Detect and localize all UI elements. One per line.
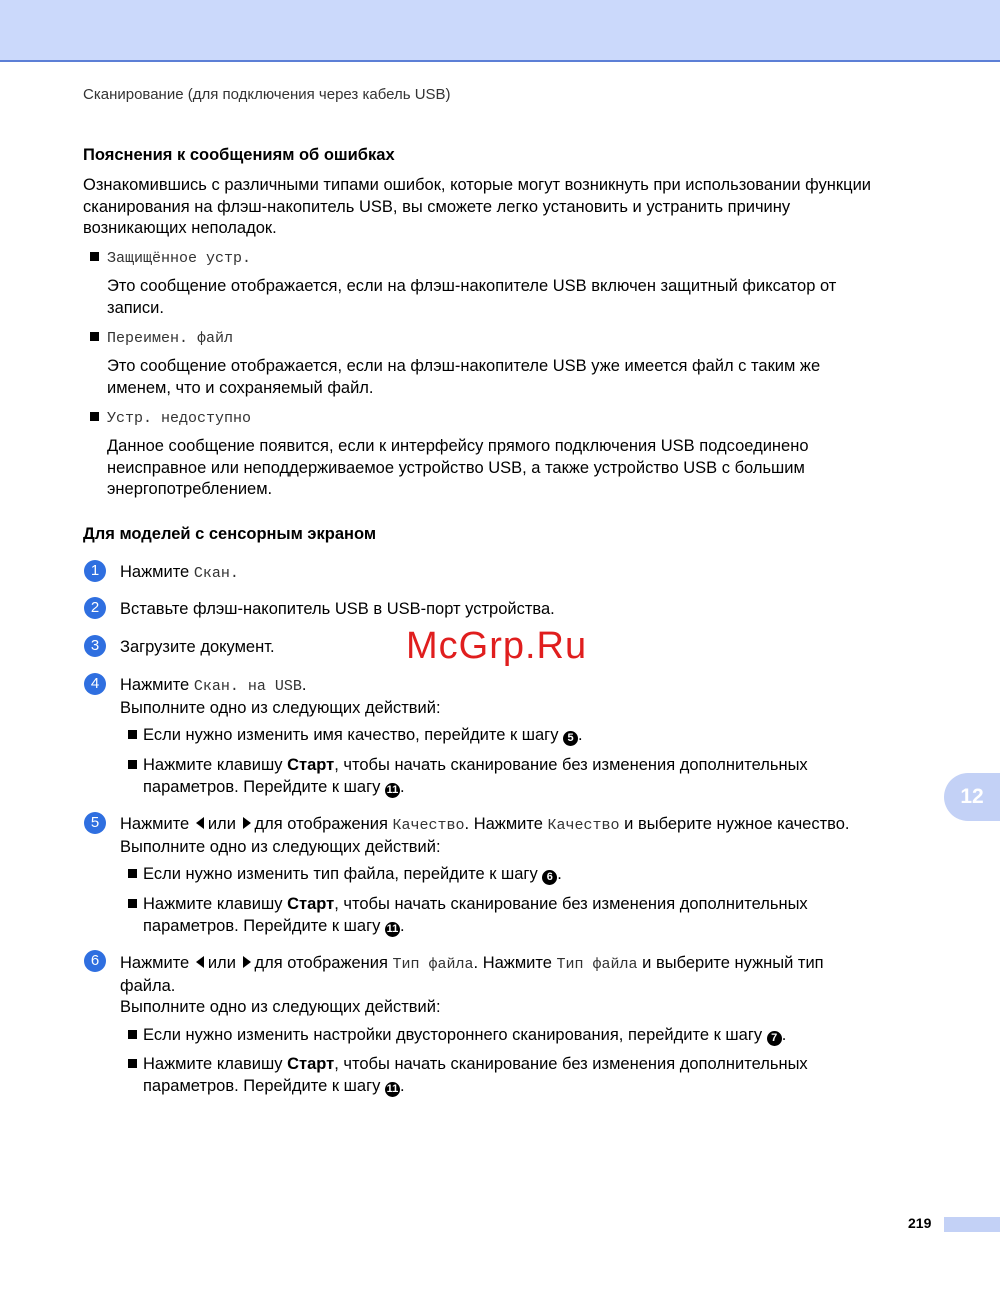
bullet-square-icon [128, 760, 137, 769]
step-option: Если нужно изменить настройки двустороннего сканирования, перейдите к шагу 7 . [128, 1025, 908, 1047]
error-description: Это сообщение отображается, если на флэш-накопителе USB включен защитный фиксатор от записи. [107, 277, 837, 317]
step-number-badge: 6 [84, 950, 106, 972]
errors-intro: Ознакомившись с различными типами ошибок, которые могут возникнуть при использовании функции сканирования на флэш-накопитель USB, вы сможете легко установить и устранить причину возникающих неполадок. [83, 176, 872, 237]
step-number-badge: 5 [84, 812, 106, 834]
step-ref-badge: 11 [386, 783, 399, 796]
step-number-badge: 3 [84, 635, 106, 657]
step-option: Нажмите клавишу Старт, чтобы начать сканирование без изменения дополнительных параметров. Перейдите к шагу 11 . [128, 894, 908, 937]
step-2-text: Вставьте флэш-накопитель USB в USB-порт устройства. [120, 600, 555, 618]
step-5-text: Нажмите или для отображения Качество. Нажмите Качество и выберите нужное качество. Выполните одно из следующих действий: [120, 815, 850, 856]
error-item: Устр. недоступно [90, 407, 251, 430]
bullet-square-icon [90, 412, 99, 421]
bullet-square-icon [128, 730, 137, 739]
header-band [0, 0, 1000, 62]
bullet-square-icon [128, 869, 137, 878]
step-number-badge: 1 [84, 560, 106, 582]
bullet-square-icon [90, 332, 99, 341]
step-ref-badge: 7 [767, 1031, 782, 1046]
running-head: Сканирование (для подключения через кабель USB) [83, 86, 451, 103]
error-item: Переимен. файл [90, 327, 233, 350]
step-ref-badge: 11 [386, 1082, 399, 1095]
bullet-square-icon [128, 899, 137, 908]
step-number-badge: 4 [84, 673, 106, 695]
right-arrow-icon [243, 956, 251, 968]
error-description: Это сообщение отображается, если на флэш-накопителе USB уже имеется файл с таким же именем, что и сохраняемый файл. [107, 357, 821, 397]
error-item: Защищённое устр. [90, 247, 251, 270]
right-arrow-icon [243, 817, 251, 829]
step-option: Если нужно изменить имя качество, перейдите к шагу 5 . [128, 725, 908, 747]
bullet-square-icon [90, 252, 99, 261]
step-ref-badge: 11 [386, 922, 399, 935]
errors-heading: Пояснения к сообщениям об ошибках [83, 146, 395, 164]
chapter-tab: 12 [944, 773, 1000, 821]
bullet-square-icon [128, 1059, 137, 1068]
step-6-text: Нажмите или для отображения Тип файла. Нажмите Тип файла и выберите нужный тип файла. Выполните одно из следующих действий: [120, 954, 824, 1016]
left-arrow-icon [196, 817, 204, 829]
step-option: Нажмите клавишу Старт, чтобы начать сканирование без изменения дополнительных параметров. Перейдите к шагу 11 . [128, 755, 908, 798]
step-option: Нажмите клавишу Старт, чтобы начать сканирование без изменения дополнительных параметров. Перейдите к шагу 11 . [128, 1054, 908, 1097]
step-ref-badge: 6 [542, 870, 557, 885]
step-4-text: Нажмите Скан. на USB. Выполните одно из следующих действий: [120, 676, 441, 717]
watermark: McGrp.Ru [406, 625, 588, 667]
step-number-badge: 2 [84, 597, 106, 619]
error-description: Данное сообщение появится, если к интерфейсу прямого подключения USB подсоединено неисправное или неподдерживаемое устройство USB, а также устройство USB с большим энергопотреблением. [107, 437, 809, 498]
touch-heading: Для моделей с сенсорным экраном [83, 525, 377, 543]
bullet-square-icon [128, 1030, 137, 1039]
step-option: Если нужно изменить тип файла, перейдите к шагу 6 . [128, 864, 908, 886]
step-1-text: Нажмите Скан. [120, 563, 239, 582]
left-arrow-icon [196, 956, 204, 968]
footer-bar [944, 1217, 1000, 1232]
step-3-text: Загрузите документ. [120, 638, 275, 656]
step-ref-badge: 5 [563, 731, 578, 746]
page-number: 219 [908, 1215, 932, 1231]
